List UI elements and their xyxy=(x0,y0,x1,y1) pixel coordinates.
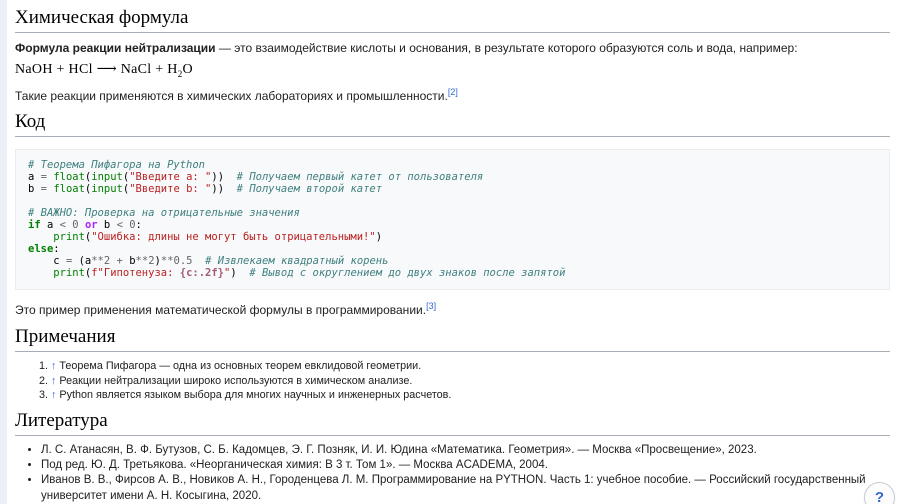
literature-item: • Иванов В. В., Фирсов А. В., Новиков А. Н., Городенцева Л. М. Программирование на PYTHON. Часть 1: учебное пособие. — Российский государственный университет имени А. Н. Косыгина, 2020. xyxy=(41,473,890,503)
note-item xyxy=(51,374,890,389)
chemistry-after-paragraph xyxy=(15,88,890,105)
chemistry-lead-rest: — это взаимодействие кислоты и основания, в результате которого образуются соль и вода, например: xyxy=(215,41,798,55)
section-heading-literature: Литература xyxy=(15,403,890,436)
code-line: if a < 0 or b < 0: xyxy=(28,218,142,231)
code-line: else: xyxy=(28,242,60,255)
code-line: print("Ошибка: длины не могут быть отрицательными!") xyxy=(53,230,383,243)
literature-item: • Под ред. Ю. Д. Третьякова. «Неорганическая химия: В 3 т. Том 1». — Москва ACADEMA, 2004. xyxy=(41,458,890,473)
formula-tail: O xyxy=(182,61,193,77)
chemistry-lead-paragraph xyxy=(15,40,890,57)
reference-link-3[interactable]: [3] xyxy=(426,301,437,312)
section-heading-code: Код xyxy=(15,104,890,137)
notes-list xyxy=(15,359,890,403)
note-text: Теорема Пифагора — одна из основных теорем евклидовой геометрии. xyxy=(59,360,422,373)
code-after-text: Это пример применения математической формулы в программировании. xyxy=(15,303,427,318)
code-line: # ВАЖНО: Проверка на отрицательные значения xyxy=(28,207,300,220)
chemical-formula xyxy=(15,61,890,79)
literature-list xyxy=(15,443,890,504)
code-line: b = float(input("Введите b: ")) # Получаем второй катет xyxy=(28,183,383,196)
section-heading-chemistry: Химическая формула xyxy=(15,0,890,33)
chemistry-after-text: Такие реакции применяются в химических лабораториях и промышленности. xyxy=(15,88,448,103)
help-button[interactable]: ? xyxy=(864,482,895,504)
code-block xyxy=(15,149,890,290)
note-backlink-icon[interactable]: ↑ xyxy=(51,374,57,387)
formula-main: NaOH + HCl ⟶ NaCl + H xyxy=(15,61,178,77)
section-heading-notes: Примечания xyxy=(15,319,890,352)
chemistry-lead-term: Формула реакции нейтрализации xyxy=(15,41,216,55)
note-text: Python является языком выбора для многих научных и инженерных расчетов. xyxy=(59,389,452,402)
code-line: a = float(input("Введите a: ")) # Получаем первый катет от пользователя xyxy=(28,171,484,184)
formula-subscript: 2 xyxy=(177,68,183,79)
note-backlink-icon[interactable]: ↑ xyxy=(51,389,57,402)
literature-item: • Л. С. Атанасян, В. Ф. Бутузов, С. Б. Кадомцев, Э. Г. Позняк, И. И. Юдина «Математика. Геометрия». — Москва «Просвещение», 2023. xyxy=(41,443,890,458)
note-backlink-icon[interactable]: ↑ xyxy=(51,360,57,373)
code-line: c = (a**2 + b**2)**0.5 # Извлекаем квадратный корень xyxy=(28,254,389,267)
code-line: # Теорема Пифагора на Python xyxy=(28,159,206,172)
page-left-margin-strip xyxy=(0,0,7,504)
code-after-paragraph xyxy=(15,302,890,319)
reference-link-2[interactable]: [2] xyxy=(447,86,458,97)
note-item xyxy=(51,359,890,374)
code-line: print(f"Гипотенуза: {c:.2f}") # Вывод с округлением до двух знаков после запятой xyxy=(53,266,566,279)
note-text: Реакции нейтрализации широко используются в химическом анализе. xyxy=(59,374,413,387)
note-item xyxy=(51,388,890,403)
